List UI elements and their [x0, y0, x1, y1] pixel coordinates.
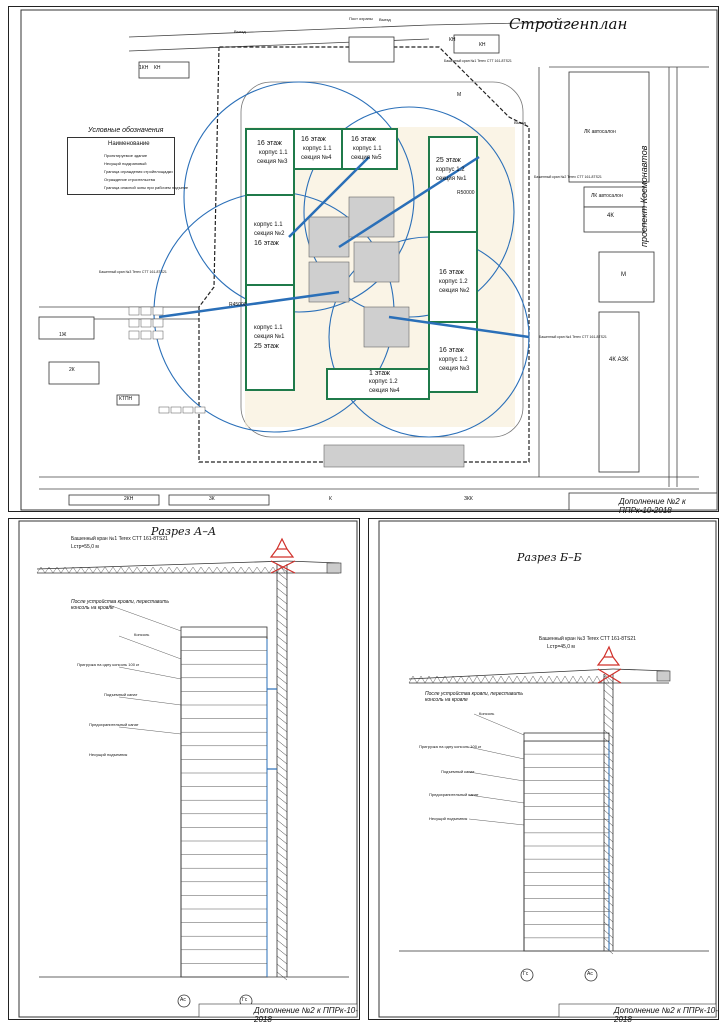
building-label-section: секция №3: [257, 159, 288, 165]
axis-label: Гс: [523, 971, 529, 977]
radius-dimension: R50000: [457, 190, 475, 196]
building-label-floors: 16 этаж: [301, 136, 326, 143]
jib-brace: [573, 676, 577, 683]
axis-label: Ас: [180, 997, 186, 1003]
building-label-floors: 16 этаж: [257, 140, 282, 147]
tower-brace: [277, 716, 287, 724]
building-label-korp: корпус 1.1: [254, 325, 283, 331]
tower-brace: [277, 676, 287, 684]
jib-brace: [461, 676, 465, 683]
tower-brace: [277, 956, 287, 964]
jib-brace: [473, 676, 477, 683]
tower-brace: [277, 604, 287, 612]
jib-brace: [45, 567, 49, 573]
callout: Пригрузка на одну консоль 100 кг: [419, 744, 482, 749]
tower-brace: [277, 580, 287, 588]
tower-brace: [277, 652, 287, 660]
tower-brace: [277, 660, 287, 668]
jib-brace: [433, 676, 437, 683]
building-label-korp: корпус 1.2: [436, 167, 465, 173]
jib-brace: [233, 567, 237, 573]
jib-brace: [513, 676, 517, 683]
building-label-section: секция №4: [369, 388, 400, 394]
jib-brace: [465, 676, 469, 683]
tower-brace: [277, 740, 287, 748]
jib-brace: [229, 567, 233, 573]
tower-brace: [277, 924, 287, 932]
legend-item: Проектируемое здание: [104, 153, 148, 158]
tower-brace: [277, 788, 287, 796]
jib-brace: [173, 567, 177, 573]
top-label: Выезд: [514, 120, 526, 125]
section-bb-sheet: [368, 518, 719, 1024]
tower-brace: [604, 706, 613, 714]
tower-brace: [277, 700, 287, 708]
callout: Подъемный канат: [441, 769, 475, 774]
radius-dimension: R45000: [229, 302, 247, 308]
bottom-label: К: [329, 496, 332, 502]
jib-brace: [53, 567, 57, 573]
jib-brace: [129, 567, 133, 573]
section-bb-drawing: [369, 519, 720, 1021]
tower-brace: [277, 748, 287, 756]
tower-brace: [604, 690, 613, 698]
jib-brace: [417, 676, 421, 683]
section-bb-title: Разрез Б–Б: [517, 551, 582, 564]
jib-brace: [169, 567, 173, 573]
jib-brace: [113, 567, 117, 573]
jib-brace: [221, 567, 225, 573]
jib-brace: [89, 567, 93, 573]
jib-brace: [505, 676, 509, 683]
building-label-floors: 16 этаж: [254, 240, 279, 247]
top-label: Выезд: [379, 17, 391, 22]
callout: Консоль: [479, 711, 495, 716]
tower-brace: [604, 722, 613, 730]
jib-brace: [141, 567, 145, 573]
jib-brace: [501, 676, 505, 683]
jib-brace: [577, 676, 581, 683]
tower-brace: [277, 668, 287, 676]
jib-brace: [189, 567, 193, 573]
building-label-section: секция №2: [254, 231, 285, 237]
tower-brace: [277, 780, 287, 788]
jib-brace: [181, 567, 185, 573]
building-label-floors: 25 этаж: [254, 343, 279, 350]
jib-brace: [485, 676, 489, 683]
jib-brace: [101, 567, 105, 573]
jib-brace: [469, 676, 473, 683]
jib-brace: [265, 567, 269, 573]
jib-brace: [561, 676, 565, 683]
jib-brace: [545, 676, 549, 683]
left-label-zh1: 1Ж: [59, 332, 67, 338]
jib-brace: [197, 567, 201, 573]
tower-brace: [277, 820, 287, 828]
tower-brace: [277, 860, 287, 868]
top-label: Пост охраны: [349, 16, 373, 21]
jib-brace: [549, 676, 553, 683]
jib-brace: [525, 676, 529, 683]
tower-brace: [277, 620, 287, 628]
jib-brace: [209, 567, 213, 573]
tower-brace: [277, 644, 287, 652]
jib-brace: [217, 567, 221, 573]
jib-brace: [537, 676, 541, 683]
jib-brace: [413, 676, 417, 683]
jib-brace: [157, 567, 161, 573]
jib-brace: [533, 676, 537, 683]
jib-brace: [117, 567, 121, 573]
site-plan-stamp: Дополнение №2 к ППРк-10-2018: [619, 497, 686, 515]
legend-item: Граница опасной зоны при рабочем подъеме: [104, 185, 189, 190]
jib-brace: [409, 676, 413, 683]
jib-brace: [133, 567, 137, 573]
jib-brace: [569, 676, 573, 683]
tower-brace: [277, 940, 287, 948]
tower-brace: [277, 732, 287, 740]
section-aa-sheet: [8, 518, 360, 1024]
section-bb-stamp: Дополнение №2 к ППРк-10-2018: [614, 1006, 718, 1024]
tower-brace: [277, 756, 287, 764]
callout: Пригрузка на одну консоль 100 кг: [77, 662, 140, 667]
callout: Несущий подъемник: [429, 816, 468, 821]
tower-brace: [604, 714, 613, 722]
jib-brace: [529, 676, 533, 683]
left-label-zh-top: 1КН: [139, 65, 149, 71]
crane-label: Башенный кран №4 Terex CTT 161-8TS21: [539, 335, 607, 339]
jib-brace: [165, 567, 169, 573]
jib-brace: [41, 567, 45, 573]
tower-brace: [277, 908, 287, 916]
right-label-avto: ЛК автосалон: [591, 193, 623, 199]
tower-brace: [277, 844, 287, 852]
site-plan-drawing: [9, 7, 720, 513]
bottom-label: КН: [449, 37, 456, 43]
building-label-korp: корпус 1.1: [303, 146, 332, 152]
tower-brace: [277, 868, 287, 876]
jib-brace: [161, 567, 165, 573]
jib-brace: [589, 676, 593, 683]
jib-brace: [261, 567, 265, 573]
tower-brace: [277, 684, 287, 692]
jib-brace: [185, 567, 189, 573]
building-label-floors: 16 этаж: [439, 347, 464, 354]
right-label-m: М: [621, 272, 626, 278]
jib-brace: [585, 676, 589, 683]
building-label-section: секция №4: [301, 155, 332, 161]
jib-brace: [557, 676, 561, 683]
left-label-kn: КН: [154, 65, 161, 71]
jib-brace: [477, 676, 481, 683]
axis-label: Гс: [242, 997, 248, 1003]
jib-brace: [565, 676, 569, 683]
jib-brace: [93, 567, 97, 573]
building-label-korp: корпус 1.2: [439, 357, 468, 363]
tower-brace: [277, 876, 287, 884]
jib-brace: [153, 567, 157, 573]
bottom-label: 2КН: [124, 496, 134, 502]
jib-brace: [429, 676, 433, 683]
jib-brace: [257, 567, 261, 573]
crane-label: Башенный кран №1 Terex CTT 161-8TS21: [444, 59, 512, 63]
right-label-ask: 4К АЗК: [609, 357, 629, 363]
crane-name: Башенный кран №3 Terex CTT 161-8TS21: [539, 636, 636, 642]
crane-note: После устройства кровли, переставить консоль на кровле: [425, 691, 524, 703]
building-label-section: секция №2: [439, 288, 470, 294]
top-label: КН: [479, 42, 486, 48]
tower-brace: [277, 596, 287, 604]
jib-brace: [245, 567, 249, 573]
jib-brace: [145, 567, 149, 573]
tower-brace: [277, 828, 287, 836]
jib-brace: [249, 567, 253, 573]
jib-brace: [581, 676, 585, 683]
building-label-section: секция №1: [254, 334, 285, 340]
tower-brace: [277, 772, 287, 780]
jib-brace: [521, 676, 525, 683]
tower-brace: [277, 972, 287, 980]
section-aa-drawing: [9, 519, 361, 1021]
tower-brace: [277, 812, 287, 820]
tower-brace: [277, 884, 287, 892]
section-aa-title: Разрез А–А: [151, 525, 217, 538]
tower-brace: [277, 892, 287, 900]
jib-brace: [237, 567, 241, 573]
callout: Подъемный канат: [104, 692, 138, 697]
building-label-floors: 25 этаж: [436, 157, 461, 164]
jib-brace: [109, 567, 113, 573]
jib-brace: [193, 567, 197, 573]
top-label: Выезд: [234, 29, 246, 34]
tower-brace: [277, 852, 287, 860]
jib-brace: [253, 567, 257, 573]
tower-brace: [277, 636, 287, 644]
street-label: проспект Космонавтов: [639, 145, 649, 247]
crane-length: Lстр=45,0 м: [547, 644, 575, 650]
jib-brace: [201, 567, 205, 573]
tower-brace: [277, 836, 287, 844]
building-label-floors: 1 этаж: [369, 370, 390, 377]
legend-item: Несущий подкрановый: [104, 161, 147, 166]
tower-brace: [277, 708, 287, 716]
building-label-section: секция №3: [439, 366, 470, 372]
jib-brace: [509, 676, 513, 683]
building-label-floors: 16 этаж: [351, 136, 376, 143]
jib-brace: [149, 567, 153, 573]
jib-brace: [457, 676, 461, 683]
tower-brace: [277, 588, 287, 596]
jib-brace: [425, 676, 429, 683]
jib-brace: [121, 567, 125, 573]
jib-brace: [49, 567, 53, 573]
legend-title: Условные обозначения: [88, 127, 164, 134]
building-label-korp: корпус 1.1: [353, 146, 382, 152]
top-label: М: [457, 92, 462, 98]
tower-brace: [277, 724, 287, 732]
legend-item: Ограждение строительства: [104, 177, 155, 182]
crane-label: Башенный кран №3 Terex CTT 161-8TS21: [99, 270, 167, 274]
jib-brace: [553, 676, 557, 683]
right-label-k4: 4К: [607, 213, 614, 219]
tower-brace: [277, 628, 287, 636]
bottom-label: ЗКК: [464, 496, 473, 502]
crane-name: Башенный кран №1 Terex CTT 161-8TS21: [71, 536, 168, 542]
jib-brace: [421, 676, 425, 683]
jib-brace: [37, 567, 41, 573]
jib-brace: [489, 676, 493, 683]
callout: Консоль: [134, 632, 150, 637]
tower-brace: [277, 900, 287, 908]
building-label-korp: корпус 1.1: [254, 222, 283, 228]
legend: [67, 127, 189, 195]
jib-brace: [97, 567, 101, 573]
jib-brace: [493, 676, 497, 683]
jib-brace: [177, 567, 181, 573]
section-aa-stamp: Дополнение №2 к ППРк-10-2018: [254, 1006, 358, 1024]
tower-brace: [277, 764, 287, 772]
tower-brace: [277, 964, 287, 972]
jib-brace: [593, 676, 597, 683]
jib-brace: [85, 567, 89, 573]
callout: Предохранительный канат: [429, 792, 479, 797]
building-label-korp: корпус 1.2: [439, 279, 468, 285]
jib-brace: [437, 676, 441, 683]
jib-brace: [205, 567, 209, 573]
tower-brace: [277, 932, 287, 940]
building-label-floors: 16 этаж: [439, 269, 464, 276]
jib-brace: [213, 567, 217, 573]
jib-brace: [497, 676, 501, 683]
axis-label: Ас: [587, 971, 593, 977]
tower-brace: [277, 916, 287, 924]
building-label-section: секция №1: [436, 176, 467, 182]
tower-brace: [277, 804, 287, 812]
tower-brace: [604, 698, 613, 706]
site-plan-title: Стройгенплан: [509, 15, 628, 33]
left-label-zh2: 2К: [69, 367, 75, 373]
site-plan-sheet: [8, 6, 719, 515]
building-label-korp: корпус 1.2: [369, 379, 398, 385]
jib-brace: [105, 567, 109, 573]
right-label-lk: ЛК автосалон: [584, 129, 616, 135]
jib-brace: [137, 567, 141, 573]
jib-brace: [481, 676, 485, 683]
jib-brace: [541, 676, 545, 683]
building-label-korp: корпус 1.1: [259, 150, 288, 156]
callout: Несущий подъемник: [89, 752, 128, 757]
legend-item: Граница ограждения стройплощадки: [104, 169, 173, 174]
jib-brace: [125, 567, 129, 573]
crane-note: После устройства кровли, переставить консоль на кровле: [71, 599, 170, 611]
crane-length: Lстр=55,0 м: [71, 544, 99, 550]
jib-brace: [225, 567, 229, 573]
jib-brace: [241, 567, 245, 573]
legend-col-header: Наименование: [108, 141, 150, 147]
tower-brace: [277, 692, 287, 700]
tower-brace: [277, 796, 287, 804]
left-label-ktp: КТПН: [119, 396, 133, 402]
building-label-section: секция №5: [351, 155, 382, 161]
callout: Предохранительный канат: [89, 722, 139, 727]
tower-brace: [277, 612, 287, 620]
crane-label: Башенный кран №2 Terex CTT 161-8TS21: [534, 175, 602, 179]
tower-brace: [277, 948, 287, 956]
bottom-label: 3К: [209, 496, 215, 502]
jib-brace: [517, 676, 521, 683]
